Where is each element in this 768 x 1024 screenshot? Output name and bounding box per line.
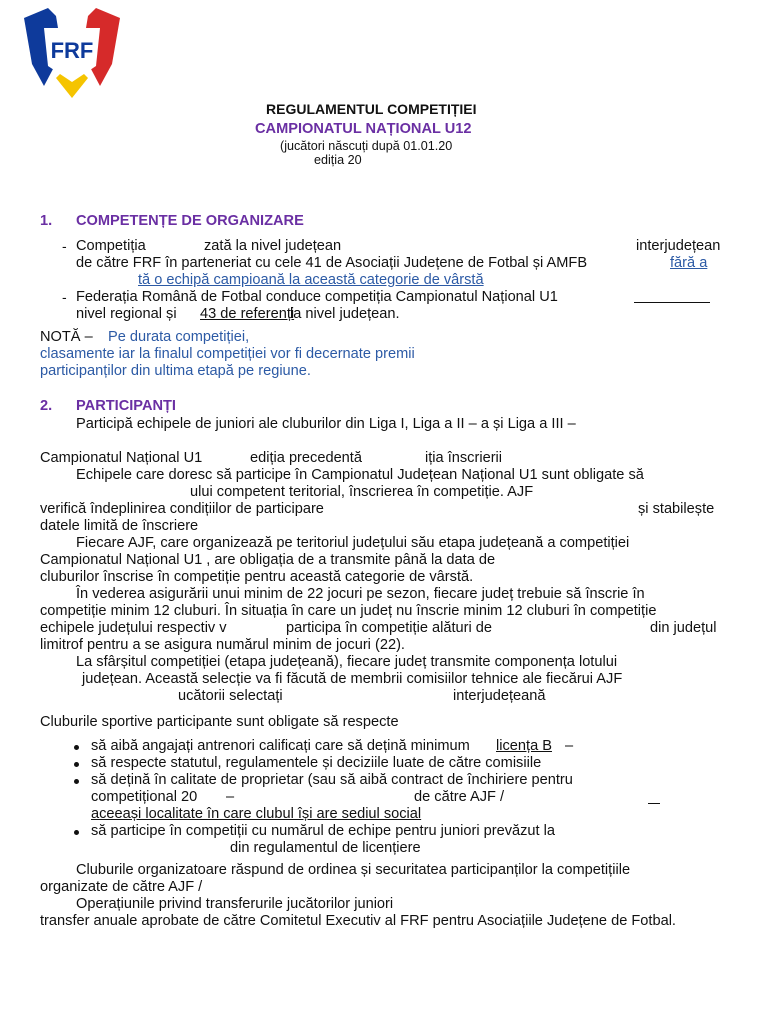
bullet-1-c: – [565, 738, 574, 754]
s1-item2-b: 43 de referenți [200, 306, 295, 322]
blank-line [634, 302, 710, 303]
s2-p3-line3-b: și stabilește [638, 501, 715, 517]
s2-p5-line4: limitrof pentru a se asigura numărul minim de jocuri (22). [40, 637, 405, 653]
section-1-title: COMPETENȚE DE ORGANIZARE [76, 213, 304, 229]
s2-p6-line1: La sfârșitul competiției (etapa județeană), fiecare județ transmite componența lotului [76, 654, 618, 670]
s2-p6-line3-a: ucătorii selectați [178, 688, 283, 704]
s1-item1-line3: tă o echipă campioană la această categorie de vârstă [138, 272, 484, 288]
bullet-4-line2: din regulamentul de licențiere [230, 840, 421, 856]
section-2-number: 2. [40, 398, 53, 414]
section-1-number: 1. [40, 213, 53, 229]
blank-line [648, 803, 660, 804]
bullet-marker [74, 830, 79, 835]
s1-item2-a: nivel regional și [76, 306, 177, 322]
s2-p2-b: ediția precedentă [250, 450, 362, 466]
bullet-3-line2-b: – [226, 789, 235, 805]
note-label: NOTĂ – [40, 329, 93, 345]
s1-item1-line2: de către FRF în parteneriat cu cele 41 de Asociații Județene de Fotbal și AMFB [76, 255, 588, 271]
bullet-marker [74, 745, 79, 750]
s2-p2-c: iția înscrierii [425, 450, 503, 466]
s1-item2-line1: Federația Română de Fotbal conduce competiția Campionatul Național U1 [76, 289, 558, 305]
bullet-1-a: să aibă angajați antrenori calificați care să dețină minimum [91, 738, 470, 754]
bullet-2: să respecte statutul, regulamentele și deciziile luate de către comisiile [91, 755, 542, 771]
s2-p6-line2: județean. Această selecție va fi făcută de membrii comisiilor tehnice ale fiecărui AJF [82, 671, 623, 687]
bullet-3-line2-c: de către AJF / [414, 789, 505, 805]
s2-p3-line4: datele limită de înscriere [40, 518, 199, 534]
list-dash: - [62, 289, 67, 305]
edition-note: ediția 20 [314, 153, 362, 167]
s1-item1-b: zată la nivel județean [204, 238, 342, 254]
bullet-3-line2-a: competițional 20 [91, 789, 198, 805]
bullet-marker [74, 779, 79, 784]
s2-p5-line3-a: echipele județului respectiv v [40, 620, 227, 636]
note-line2: clasamente iar la finalul competiției vor fi decernate premii [40, 346, 415, 362]
bullet-3-line3: aceeași localitate în care clubul își are sediul social [91, 806, 422, 822]
s2-p8-line2: transfer anuale aprobate de către Comitetul Executiv al FRF pentru Asociațiile Județene de Fotbal. [40, 913, 676, 929]
s2-p4-line3: cluburilor înscrise în competiție pentru această categorie de vârstă. [40, 569, 474, 585]
s2-p3-line3-a: verifică îndeplinirea condițiilor de participare [40, 501, 324, 517]
s1-item1-a: Competiția [76, 238, 146, 254]
note-line3: participanților din ultima etapă pe regiune. [40, 363, 311, 379]
s1-item2-c: la nivel județean. [290, 306, 400, 322]
document-title: REGULAMENTUL COMPETIȚIEI [266, 101, 477, 117]
bullet-1-b: licența B [496, 738, 552, 754]
s2-p7-line1: Cluburile organizatoare răspund de ordinea și securitatea participanților la competițiile [76, 862, 631, 878]
bullet-marker [74, 762, 79, 767]
s2-p5-line2: competiție minim 12 cluburi. În situația în care un județ nu înscrie minim 12 cluburi în competiție [40, 603, 657, 619]
s2-p8-line1: Operațiunile privind transferurile jucătorilor juniori [76, 896, 394, 912]
players-note: (jucători născuți după 01.01.20 [280, 139, 453, 153]
logo-text: FRF [50, 38, 94, 63]
list-dash: - [62, 238, 67, 254]
s2-p7-line2: organizate de către AJF / [40, 879, 203, 895]
s2-p2-a: Campionatul Național U1 [40, 450, 203, 466]
bullet-4-line1: să participe în competiții cu numărul de echipe pentru juniori prevăzut la [91, 823, 556, 839]
section-2-title: PARTICIPANȚI [76, 398, 176, 414]
s1-item1-link: fără a [670, 255, 708, 271]
s2-p4-line1: Fiecare AJF, care organizează pe teritoriul județului său etapa județeană a competiției [76, 535, 630, 551]
s2-p5-line3-b: participa în competiție alături de [286, 620, 493, 636]
frf-logo [22, 8, 122, 100]
s2-p5-line1: În vederea asigurării unui minim de 22 jocuri pe sezon, fiecare județ trebuie să înscrie în [76, 586, 645, 602]
note-line1: Pe durata competiției, [108, 329, 250, 345]
s2-p3-line1: Echipele care doresc să participe în Campionatul Județean Național U1 sunt obligate să [76, 467, 644, 483]
clubs-intro: Cluburile sportive participante sunt obligate să respecte [40, 714, 399, 730]
document-subtitle: CAMPIONATUL NAȚIONAL U12 [255, 121, 472, 137]
s1-item1-c: interjudețean [636, 238, 721, 254]
s2-p4-line2: Campionatul Național U1 , are obligația de a transmite până la data de [40, 552, 496, 568]
s2-p1: Participă echipele de juniori ale cluburilor din Liga I, Liga a II – a și Liga a III – [76, 416, 576, 432]
bullet-3-line1: să dețină în calitate de proprietar (sau să aibă contract de închiriere pentru [91, 772, 573, 788]
s2-p6-line3-b: interjudețeană [453, 688, 546, 704]
s2-p3-line2: ului competent teritorial, înscrierea în competiție. AJF [190, 484, 534, 500]
s2-p5-line3-c: din județul [650, 620, 717, 636]
